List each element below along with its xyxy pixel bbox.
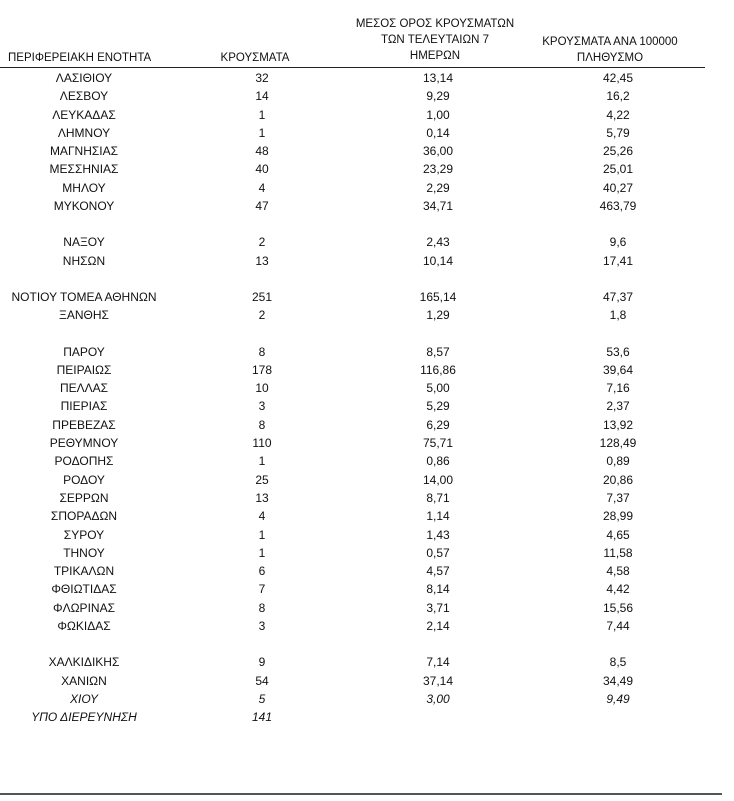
average-cell: 3,71	[426, 600, 450, 615]
average-cell: 0,86	[426, 454, 450, 469]
average-cell: 5,00	[426, 381, 450, 396]
per-100k-cell: 7,37	[606, 490, 630, 505]
region-cell: ΡΕΘΥΜΝΟΥ	[49, 436, 119, 451]
average-cell: 2,43	[426, 235, 450, 250]
average-cell: 8,71	[426, 490, 450, 505]
per-100k-cell: 20,86	[602, 472, 634, 487]
average-cell: 9,29	[426, 89, 450, 104]
table-row	[0, 361, 734, 379]
average-cell: 1,29	[426, 308, 450, 323]
region-cell: ΠΙΕΡΙΑΣ	[60, 399, 108, 414]
cases-cell: 13	[255, 490, 269, 505]
region-cell: ΠΕΛΛΑΣ	[59, 381, 109, 396]
cases-cell: 9	[258, 655, 266, 670]
cases-cell: 3	[258, 619, 266, 634]
per-100k-cell: 47,37	[602, 289, 634, 304]
header-region: ΠΕΡΙΦΕΡΕΙΑΚΗ ΕΝΟΤΗΤΑ	[8, 52, 152, 64]
region-cell: ΦΘΙΩΤΙΔΑΣ	[51, 582, 117, 597]
cases-cell: 5	[258, 691, 266, 706]
average-cell: 75,71	[422, 436, 454, 451]
average-cell: 36,00	[422, 144, 454, 159]
average-cell: 7,14	[426, 655, 450, 670]
cases-cell: 13	[255, 253, 269, 268]
table-row	[0, 87, 734, 105]
table-row	[0, 142, 734, 160]
cases-cell: 40	[255, 162, 269, 177]
table-row	[0, 306, 734, 324]
per-100k-cell: 4,58	[606, 564, 630, 579]
region-cell: ΝΑΞΟΥ	[63, 235, 105, 250]
table-row	[0, 252, 734, 270]
region-cell: ΥΠΟ ΔΙΕΡΕΥΝΗΣΗ	[31, 710, 137, 725]
header-average-line1: ΜΕΣΟΣ ΟΡΟΣ ΚΡΟΥΣΜΑΤΩΝ	[355, 18, 515, 30]
per-100k-cell: 7,44	[606, 619, 630, 634]
average-cell: 116,86	[420, 362, 456, 377]
table-row	[0, 106, 734, 124]
region-cell: ΝΗΣΩΝ	[62, 253, 106, 268]
cases-cell: 4	[258, 180, 266, 195]
average-cell: 2,14	[426, 619, 450, 634]
region-cell: ΞΑΝΘΗΣ	[59, 308, 109, 323]
average-cell: 165,14	[419, 289, 457, 304]
average-cell: 2,29	[426, 180, 450, 195]
cases-cell: 1	[258, 545, 266, 560]
average-cell: 1,43	[426, 527, 450, 542]
per-100k-cell: 2,37	[606, 399, 630, 414]
region-cell: ΠΕΙΡΑΙΩΣ	[56, 362, 112, 377]
table-row	[0, 160, 734, 178]
average-cell: 14,00	[422, 472, 454, 487]
region-cell: ΤΗΝΟΥ	[63, 545, 105, 560]
average-cell: 10,14	[422, 253, 454, 268]
per-100k-cell: 40,27	[602, 180, 634, 195]
average-cell: 8,57	[426, 344, 450, 359]
table-row	[0, 197, 734, 215]
table-row	[0, 452, 734, 470]
cases-cell: 8	[258, 600, 266, 615]
cases-cell: 1	[258, 527, 266, 542]
per-100k-cell: 1,8	[609, 308, 627, 323]
table-row	[0, 489, 734, 507]
table-row	[0, 653, 734, 671]
header-cases: ΚΡΟΥΣΜΑΤΑ	[220, 52, 290, 64]
average-cell: 0,57	[426, 545, 450, 560]
region-cell: ΡΟΔΟΥ	[63, 472, 105, 487]
table-row	[0, 708, 734, 726]
table-row	[0, 288, 734, 306]
per-100k-cell: 128,49	[599, 436, 637, 451]
region-cell: ΜΥΚΟΝΟΥ	[53, 199, 115, 214]
table-row	[0, 562, 734, 580]
region-cell: ΛΕΥΚΑΔΑΣ	[52, 107, 116, 122]
region-cell: ΛΗΜΝΟΥ	[57, 125, 111, 140]
header-average-line3: ΗΜΕΡΩΝ	[409, 50, 461, 62]
header-average-line2: ΤΩΝ ΤΕΛΕΥΤΑΙΩΝ 7	[381, 34, 489, 46]
average-cell: 6,29	[426, 417, 450, 432]
per-100k-cell: 13,92	[602, 417, 634, 432]
per-100k-cell: 463,79	[599, 199, 637, 214]
region-cell: ΧΑΛΚΙΔΙΚΗΣ	[48, 655, 120, 670]
per-100k-cell: 39,64	[602, 362, 634, 377]
per-100k-cell: 16,2	[606, 89, 630, 104]
header-per-line2: ΠΛΗΘΥΣΜΟ	[576, 52, 644, 64]
region-cell: ΣΥΡΟΥ	[63, 527, 105, 542]
per-100k-cell: 0,89	[606, 454, 630, 469]
cases-cell: 54	[255, 673, 269, 688]
per-100k-cell: 42,45	[602, 71, 634, 85]
table-row	[0, 599, 734, 617]
cases-cell: 110	[252, 436, 272, 451]
header-divider	[0, 67, 705, 68]
cases-cell: 8	[258, 417, 266, 432]
cases-cell: 251	[251, 289, 273, 304]
region-cell: ΣΠΟΡΑΔΩΝ	[50, 509, 118, 524]
region-cell: ΛΑΣΙΘΙΟΥ	[55, 71, 113, 85]
average-cell: 13,14	[422, 71, 454, 85]
cases-cell: 6	[258, 564, 266, 579]
table-row	[0, 124, 734, 142]
per-100k-cell: 9,49	[606, 691, 630, 706]
per-100k-cell: 8,5	[609, 655, 627, 670]
cases-cell: 25	[255, 472, 269, 487]
cases-cell: 32	[255, 71, 269, 85]
per-100k-cell: 4,22	[606, 107, 630, 122]
region-cell: ΡΟΔΟΠΗΣ	[54, 454, 114, 469]
cases-cell: 7	[258, 582, 266, 597]
cases-cell: 141	[251, 710, 273, 725]
average-cell: 23,29	[422, 162, 454, 177]
table-row	[0, 471, 734, 489]
region-cell: ΧΙΟΥ	[69, 691, 99, 706]
region-cell: ΝΟΤΙΟΥ ΤΟΜΕΑ ΑΘΗΝΩΝ	[11, 289, 157, 304]
region-cell: ΜΕΣΣΗΝΙΑΣ	[49, 162, 119, 177]
cases-cell: 2	[258, 235, 266, 250]
table-row	[0, 617, 734, 635]
header-per-line1: ΚΡΟΥΣΜΑΤΑ ΑΝΑ 100000	[542, 36, 678, 48]
per-100k-cell: 34,49	[602, 673, 634, 688]
cases-cell: 1	[258, 107, 266, 122]
table-row	[0, 416, 734, 434]
average-cell: 5,29	[426, 399, 450, 414]
per-100k-cell: 25,01	[602, 162, 634, 177]
per-100k-cell: 28,99	[602, 509, 634, 524]
average-cell: 1,00	[426, 107, 450, 122]
data-table	[0, 69, 734, 727]
per-100k-cell: 15,56	[602, 600, 634, 615]
cases-cell: 10	[255, 381, 269, 396]
per-100k-cell: 4,42	[606, 582, 630, 597]
region-cell: ΛΕΣΒΟΥ	[59, 89, 109, 104]
per-100k-cell: 7,16	[606, 381, 630, 396]
average-cell: 8,14	[426, 582, 450, 597]
region-cell: ΦΩΚΙΔΑΣ	[57, 619, 111, 634]
average-cell: 1,14	[426, 509, 450, 524]
average-cell: 34,71	[422, 199, 454, 214]
cases-cell: 1	[258, 454, 266, 469]
per-100k-cell: 9,6	[609, 235, 627, 250]
per-100k-cell: 53,6	[606, 344, 630, 359]
region-cell: ΣΕΡΡΩΝ	[59, 490, 109, 505]
region-cell: ΤΡΙΚΑΛΩΝ	[53, 564, 115, 579]
average-cell: 4,57	[426, 564, 450, 579]
per-100k-cell: 17,41	[602, 253, 634, 268]
average-cell: 3,00	[426, 691, 450, 706]
average-cell: 0,14	[426, 125, 450, 140]
region-cell: ΠΡΕΒΕΖΑΣ	[52, 417, 116, 432]
header-per-100k	[510, 34, 710, 66]
cases-cell: 47	[255, 199, 269, 214]
average-cell: 37,14	[422, 673, 454, 688]
per-100k-cell: 25,26	[602, 144, 634, 159]
table-row	[0, 672, 734, 690]
cases-cell: 1	[258, 125, 266, 140]
cases-cell: 178	[251, 362, 273, 377]
table-row	[0, 580, 734, 598]
footer-divider	[0, 793, 722, 795]
cases-cell: 14	[255, 89, 269, 104]
per-100k-cell: 5,79	[606, 125, 630, 140]
cases-cell: 2	[258, 308, 266, 323]
table-row	[0, 233, 734, 251]
header-average	[340, 16, 530, 64]
table-row	[0, 379, 734, 397]
table-row	[0, 526, 734, 544]
cases-cell: 3	[258, 399, 266, 414]
table-row	[0, 69, 734, 87]
per-100k-cell: 4,65	[606, 527, 630, 542]
region-cell: ΠΑΡΟΥ	[63, 344, 105, 359]
cases-cell: 4	[258, 509, 266, 524]
region-cell: ΧΑΝΙΩΝ	[61, 673, 107, 688]
table-row	[0, 690, 734, 708]
table-row	[0, 434, 734, 452]
table-row	[0, 544, 734, 562]
cases-cell: 8	[258, 344, 266, 359]
region-cell: ΦΛΩΡΙΝΑΣ	[53, 600, 115, 615]
table-row	[0, 179, 734, 197]
table-row	[0, 397, 734, 415]
region-cell: ΜΑΓΝΗΣΙΑΣ	[49, 144, 119, 159]
table-row	[0, 507, 734, 525]
table-row	[0, 343, 734, 361]
region-cell: ΜΗΛΟΥ	[62, 180, 106, 195]
per-100k-cell: 11,58	[603, 545, 633, 560]
cases-cell: 48	[255, 144, 269, 159]
